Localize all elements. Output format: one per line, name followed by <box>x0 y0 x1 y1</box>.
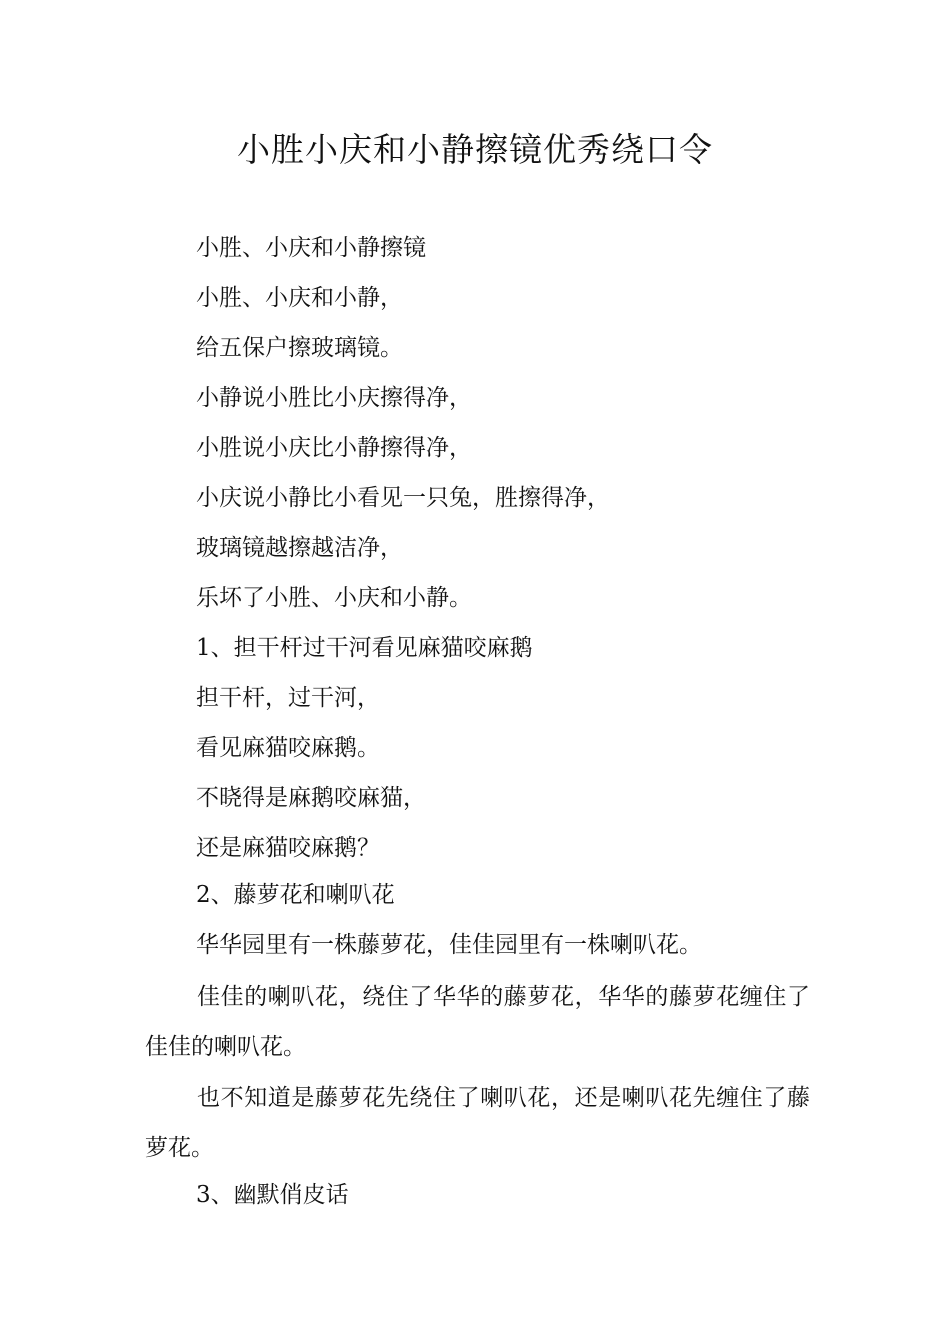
text-line: 玻璃镜越擦越洁净， <box>196 535 403 561</box>
text-line: 小庆说小静比小看见一只兔，胜擦得净， <box>196 485 610 511</box>
text-line: 小胜、小庆和小静擦镜 <box>196 235 426 261</box>
text-line: 担干杆，过干河， <box>196 685 380 711</box>
text-line: 给五保户擦玻璃镜。 <box>196 335 403 361</box>
section-heading: 2、藤萝花和喇叭花 <box>196 882 395 908</box>
text-line: 还是麻猫咬麻鹅？ <box>196 835 380 861</box>
paragraph: 佳佳的喇叭花，绕住了华华的藤萝花，华华的藤萝花缠住了佳佳的喇叭花。 <box>145 984 810 1060</box>
text-line: 不晓得是麻鹅咬麻猫， <box>196 785 426 811</box>
section-heading: 3、幽默俏皮话 <box>196 1182 349 1208</box>
text-line: 乐坏了小胜、小庆和小静。 <box>196 585 472 611</box>
document-title: 小胜小庆和小静擦镜优秀绕口令 <box>237 130 713 169</box>
text-line: 小静说小胜比小庆擦得净， <box>196 385 472 411</box>
text-line: 看见麻猫咬麻鹅。 <box>196 735 380 761</box>
text-line: 小胜、小庆和小静， <box>196 285 403 311</box>
paragraph: 也不知道是藤萝花先绕住了喇叭花，还是喇叭花先缠住了藤萝花。 <box>145 1085 810 1161</box>
text-line: 华华园里有一株藤萝花，佳佳园里有一株喇叭花。 <box>196 932 702 958</box>
text-line: 小胜说小庆比小静擦得净， <box>196 435 472 461</box>
section-heading: 1、担干杆过干河看见麻猫咬麻鹅 <box>196 635 533 661</box>
